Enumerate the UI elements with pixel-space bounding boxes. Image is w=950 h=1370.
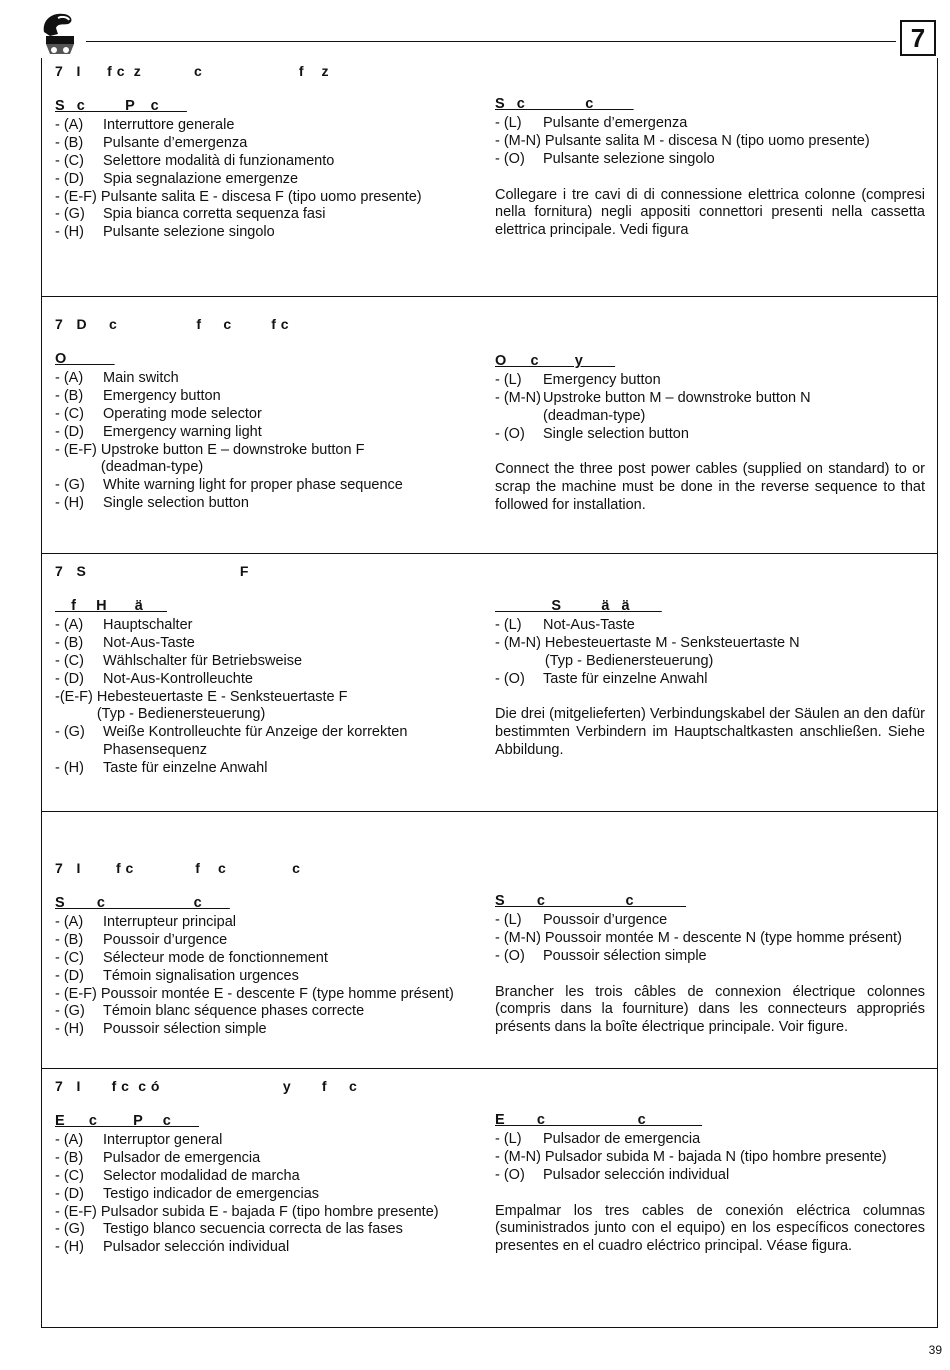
list-item	[55, 424, 495, 442]
item-text: Hebesteuertaste M - Senksteuertaste N (Typ - Bedienersteuerung)	[544, 634, 800, 669]
list-item	[55, 1003, 495, 1021]
item-text: Hebesteuertaste E - Senksteuertaste F (Typ - Bedienersteuerung)	[96, 688, 348, 723]
item-text: Selector modalidad de marcha	[103, 1167, 300, 1184]
item-text: Interrupteur principal	[103, 913, 236, 930]
subtitle-post-panel: S ä ä	[495, 598, 662, 614]
item-code: - (M-N)	[495, 929, 541, 946]
item-text: Spia bianca corretta sequenza fasi	[103, 206, 326, 223]
list-item	[55, 760, 495, 778]
item-text: Testigo blanco secuencia correcta de las fases	[103, 1221, 403, 1238]
item-code: -(E-F)	[55, 688, 93, 705]
item-code: - (A)	[55, 913, 84, 930]
item-code: - (G)	[55, 477, 85, 494]
item-text: Pulsante d’emergenza	[103, 134, 248, 151]
list-item	[55, 968, 495, 986]
list-item	[55, 689, 495, 725]
list-item	[55, 986, 495, 1004]
item-text: Not-Aus-Taste	[543, 616, 635, 633]
list-item	[495, 133, 925, 151]
item-text: Pulsador subida E - bajada F (tipo hombre presente)	[100, 1203, 439, 1220]
item-code: - (L)	[495, 371, 522, 388]
list-item	[55, 1186, 495, 1204]
item-text: Témoin blanc séquence phases correcte	[103, 1003, 365, 1020]
list-item	[55, 135, 495, 153]
list-item	[55, 617, 495, 635]
item-code: - (A)	[55, 616, 84, 633]
list-item	[55, 171, 495, 189]
item-text: Témoin signalisation urgences	[103, 967, 299, 984]
item-text: Pulsador de emergencia	[543, 1130, 701, 1147]
item-code: - (G)	[55, 1221, 85, 1238]
item-text: Selettore modalità di funzionamento	[103, 152, 335, 169]
item-code: - (D)	[55, 170, 84, 187]
item-code: - (O)	[495, 670, 525, 687]
list-item	[495, 151, 925, 169]
left-column-de	[55, 598, 495, 778]
item-text: Poussoir d’urgence	[543, 911, 668, 928]
item-code: - (A)	[55, 369, 84, 386]
item-code: - (B)	[55, 1149, 84, 1166]
subtitle-main-panel: f H ä	[55, 598, 167, 614]
list-item	[495, 930, 925, 948]
list-item	[55, 671, 495, 689]
list-item	[495, 617, 925, 635]
header-rule	[86, 41, 896, 42]
connection-paragraph: Connect the three post power cables (supplied on standard) to or scrap the machine must be done in the reverse sequence to that followed for installation.	[495, 461, 925, 514]
item-text: Sélecteur mode de fonctionnement	[103, 949, 328, 966]
item-text: Poussoir montée E - descente F (type homme présent)	[100, 985, 454, 1002]
item-code: - (H)	[55, 224, 84, 241]
list-item	[55, 495, 495, 513]
list-item	[55, 1021, 495, 1039]
list-item	[55, 653, 495, 671]
item-text: Poussoir sélection simple	[103, 1021, 267, 1038]
item-text: Taste für einzelne Anwahl	[543, 670, 708, 687]
right-column-de	[495, 598, 925, 760]
list-item	[495, 635, 925, 671]
item-code: - (D)	[55, 670, 84, 687]
item-text: Emergency button	[103, 387, 221, 404]
left-column-en	[55, 351, 495, 513]
item-text: Pulsador de emergencia	[103, 1149, 261, 1166]
item-code: - (L)	[495, 1130, 522, 1147]
item-code: - (A)	[55, 1131, 84, 1148]
item-code: - (C)	[55, 1167, 84, 1184]
item-code: - (G)	[55, 1003, 85, 1020]
item-text: Pulsador selección individual	[543, 1166, 730, 1183]
manufacturer-logo-icon	[38, 10, 80, 58]
item-code: - (M-N)	[495, 389, 541, 406]
list-item	[495, 372, 925, 390]
connection-paragraph: Brancher les trois câbles de connexion électrique colonnes (compris dans la fourniture) dans les connecteurs appropriés présents dans la boîte électrique principale. Voir figure.	[495, 983, 925, 1036]
item-code: - (G)	[55, 206, 85, 223]
list-item	[55, 635, 495, 653]
item-code: - (G)	[55, 724, 85, 741]
subtitle-main-panel: S c c	[55, 895, 230, 911]
list-item	[55, 1168, 495, 1186]
item-code: - (L)	[495, 911, 522, 928]
item-text: Poussoir sélection simple	[543, 947, 707, 964]
list-item	[55, 477, 495, 495]
list-item	[55, 932, 495, 950]
item-code: - (C)	[55, 652, 84, 669]
item-code: - (C)	[55, 152, 84, 169]
list-item	[495, 115, 925, 133]
left-column-it	[55, 98, 495, 242]
item-text: Poussoir d’urgence	[103, 931, 228, 948]
item-code: - (O)	[495, 150, 525, 167]
item-text: Main switch	[103, 369, 179, 386]
list-item	[55, 206, 495, 224]
item-code: - (B)	[55, 931, 84, 948]
left-column-es	[55, 1113, 495, 1257]
connection-paragraph: Collegare i tre cavi di di connessione elettrica colonne (compresi nella fornitura) negli appositi connettori presenti nella cassetta elettrica principale. Vedi figura	[495, 186, 925, 239]
item-code: - (B)	[55, 387, 84, 404]
item-text: Weiße Kontrolleuchte für Anzeige der korrekten Phasensequenz	[103, 724, 408, 759]
item-code: - (E-F)	[55, 441, 97, 458]
list-item	[55, 189, 495, 207]
item-text: Pulsante selezione singolo	[103, 224, 275, 241]
list-item	[495, 426, 925, 444]
list-item	[55, 1204, 495, 1222]
section-divider	[41, 296, 938, 297]
section-divider	[41, 1068, 938, 1069]
item-code: - (H)	[55, 495, 84, 512]
item-text: Upstroke button E – downstroke button F (deadman-type)	[100, 441, 365, 476]
item-code: - (C)	[55, 949, 84, 966]
item-text: Pulsante salita E - discesa F (tipo uomo presente)	[100, 188, 422, 205]
list-item	[495, 948, 925, 966]
subtitle-post-panel: E c c	[495, 1112, 703, 1128]
subtitle-post-panel: O c y	[495, 353, 616, 369]
list-item	[495, 1167, 925, 1185]
item-text: Single selection button	[543, 425, 689, 442]
item-text: Poussoir montée M - descente N (type homme présent)	[544, 929, 902, 946]
item-code: - (O)	[495, 425, 525, 442]
item-code: - (D)	[55, 423, 84, 440]
item-text: Emergency warning light	[103, 423, 262, 440]
connection-paragraph: Die drei (mitgelieferten) Verbindungskabel der Säulen an den dafür bestimmten Verbindern im Hauptschaltkasten anschließen. Siehe Abbildung.	[495, 706, 925, 759]
item-text: Pulsador selección individual	[103, 1239, 290, 1256]
item-code: - (M-N)	[495, 132, 541, 149]
item-code: - (O)	[495, 947, 525, 964]
left-column-fr	[55, 895, 495, 1039]
list-item	[55, 406, 495, 424]
item-code: - (E-F)	[55, 985, 97, 1002]
item-code: - (M-N)	[495, 1148, 541, 1165]
item-text: Pulsador subida M - bajada N (tipo hombre presente)	[544, 1148, 887, 1165]
list-item	[495, 1149, 925, 1167]
list-item	[495, 390, 925, 426]
list-item	[55, 224, 495, 242]
item-text: Upstroke button M – downstroke button N (deadman-type)	[543, 389, 811, 424]
list-item	[55, 1150, 495, 1168]
item-text: Pulsante selezione singolo	[543, 150, 715, 167]
item-code: - (D)	[55, 1185, 84, 1202]
item-text: Emergency button	[543, 371, 661, 388]
item-text: White warning light for proper phase sequence	[103, 477, 403, 494]
item-code: - (B)	[55, 634, 84, 651]
item-code: - (E-F)	[55, 1203, 97, 1220]
item-code: - (E-F)	[55, 188, 97, 205]
right-column-es	[495, 1112, 925, 1256]
item-text: Not-Aus-Kontrolleuchte	[103, 670, 253, 687]
page-number: 39	[928, 1343, 942, 1357]
right-column-fr	[495, 893, 925, 1037]
subtitle-main-panel: S c P c	[55, 98, 187, 114]
chapter-number: 7	[900, 20, 936, 56]
item-text: Testigo indicador de emergencias	[103, 1185, 320, 1202]
connection-paragraph: Empalmar los tres cables de conexión eléctrica columnas (suministrados junto con el equipo) en los específicos conectores presentes en el cuadro eléctrico principal. Véase figura.	[495, 1202, 925, 1255]
item-code: - (L)	[495, 114, 522, 131]
item-text: Taste für einzelne Anwahl	[103, 760, 268, 777]
item-code: - (L)	[495, 616, 522, 633]
right-column-it	[495, 96, 925, 240]
list-item	[55, 1239, 495, 1257]
section-title-fr: 7 I f c f c c	[55, 860, 301, 876]
list-item	[55, 442, 495, 478]
section-title-es: 7 I f c c ó y f c	[55, 1078, 358, 1094]
section-title-it: 7 I f c z c f z	[55, 63, 330, 79]
item-text: Interruttore generale	[103, 116, 235, 133]
list-item	[55, 1221, 495, 1239]
item-code: - (B)	[55, 134, 84, 151]
item-code: - (O)	[495, 1166, 525, 1183]
section-title-en: 7 D c f c f c	[55, 316, 290, 332]
list-item	[55, 117, 495, 135]
subtitle-post-panel: S c c	[495, 893, 686, 909]
right-column-en	[495, 353, 925, 515]
item-text: Operating mode selector	[103, 405, 262, 422]
list-item	[495, 1131, 925, 1149]
subtitle-main-panel: E c P c	[55, 1113, 199, 1129]
list-item	[55, 1132, 495, 1150]
item-code: - (D)	[55, 967, 84, 984]
list-item	[55, 914, 495, 932]
section-title-de: 7 S F	[55, 563, 249, 579]
item-text: Pulsante d’emergenza	[543, 114, 688, 131]
item-text: Spia segnalazione emergenze	[103, 170, 299, 187]
item-code: - (A)	[55, 116, 84, 133]
subtitle-main-panel: O	[55, 351, 115, 367]
list-item	[495, 671, 925, 689]
section-divider	[41, 811, 938, 812]
item-code: - (C)	[55, 405, 84, 422]
item-text: Single selection button	[103, 495, 249, 512]
section-divider	[41, 553, 938, 554]
item-text: Wählschalter für Betriebsweise	[103, 652, 303, 669]
list-item	[495, 912, 925, 930]
item-code: - (H)	[55, 760, 84, 777]
list-item	[55, 950, 495, 968]
item-code: - (M-N)	[495, 634, 541, 651]
item-text: Not-Aus-Taste	[103, 634, 195, 651]
item-text: Pulsante salita M - discesa N (tipo uomo presente)	[544, 132, 870, 149]
item-text: Hauptschalter	[103, 616, 193, 633]
list-item	[55, 153, 495, 171]
item-code: - (H)	[55, 1239, 84, 1256]
list-item	[55, 388, 495, 406]
item-code: - (H)	[55, 1021, 84, 1038]
item-text: Interruptor general	[103, 1131, 223, 1148]
subtitle-post-panel: S c c	[495, 96, 634, 112]
list-item	[55, 370, 495, 388]
list-item	[55, 724, 495, 760]
